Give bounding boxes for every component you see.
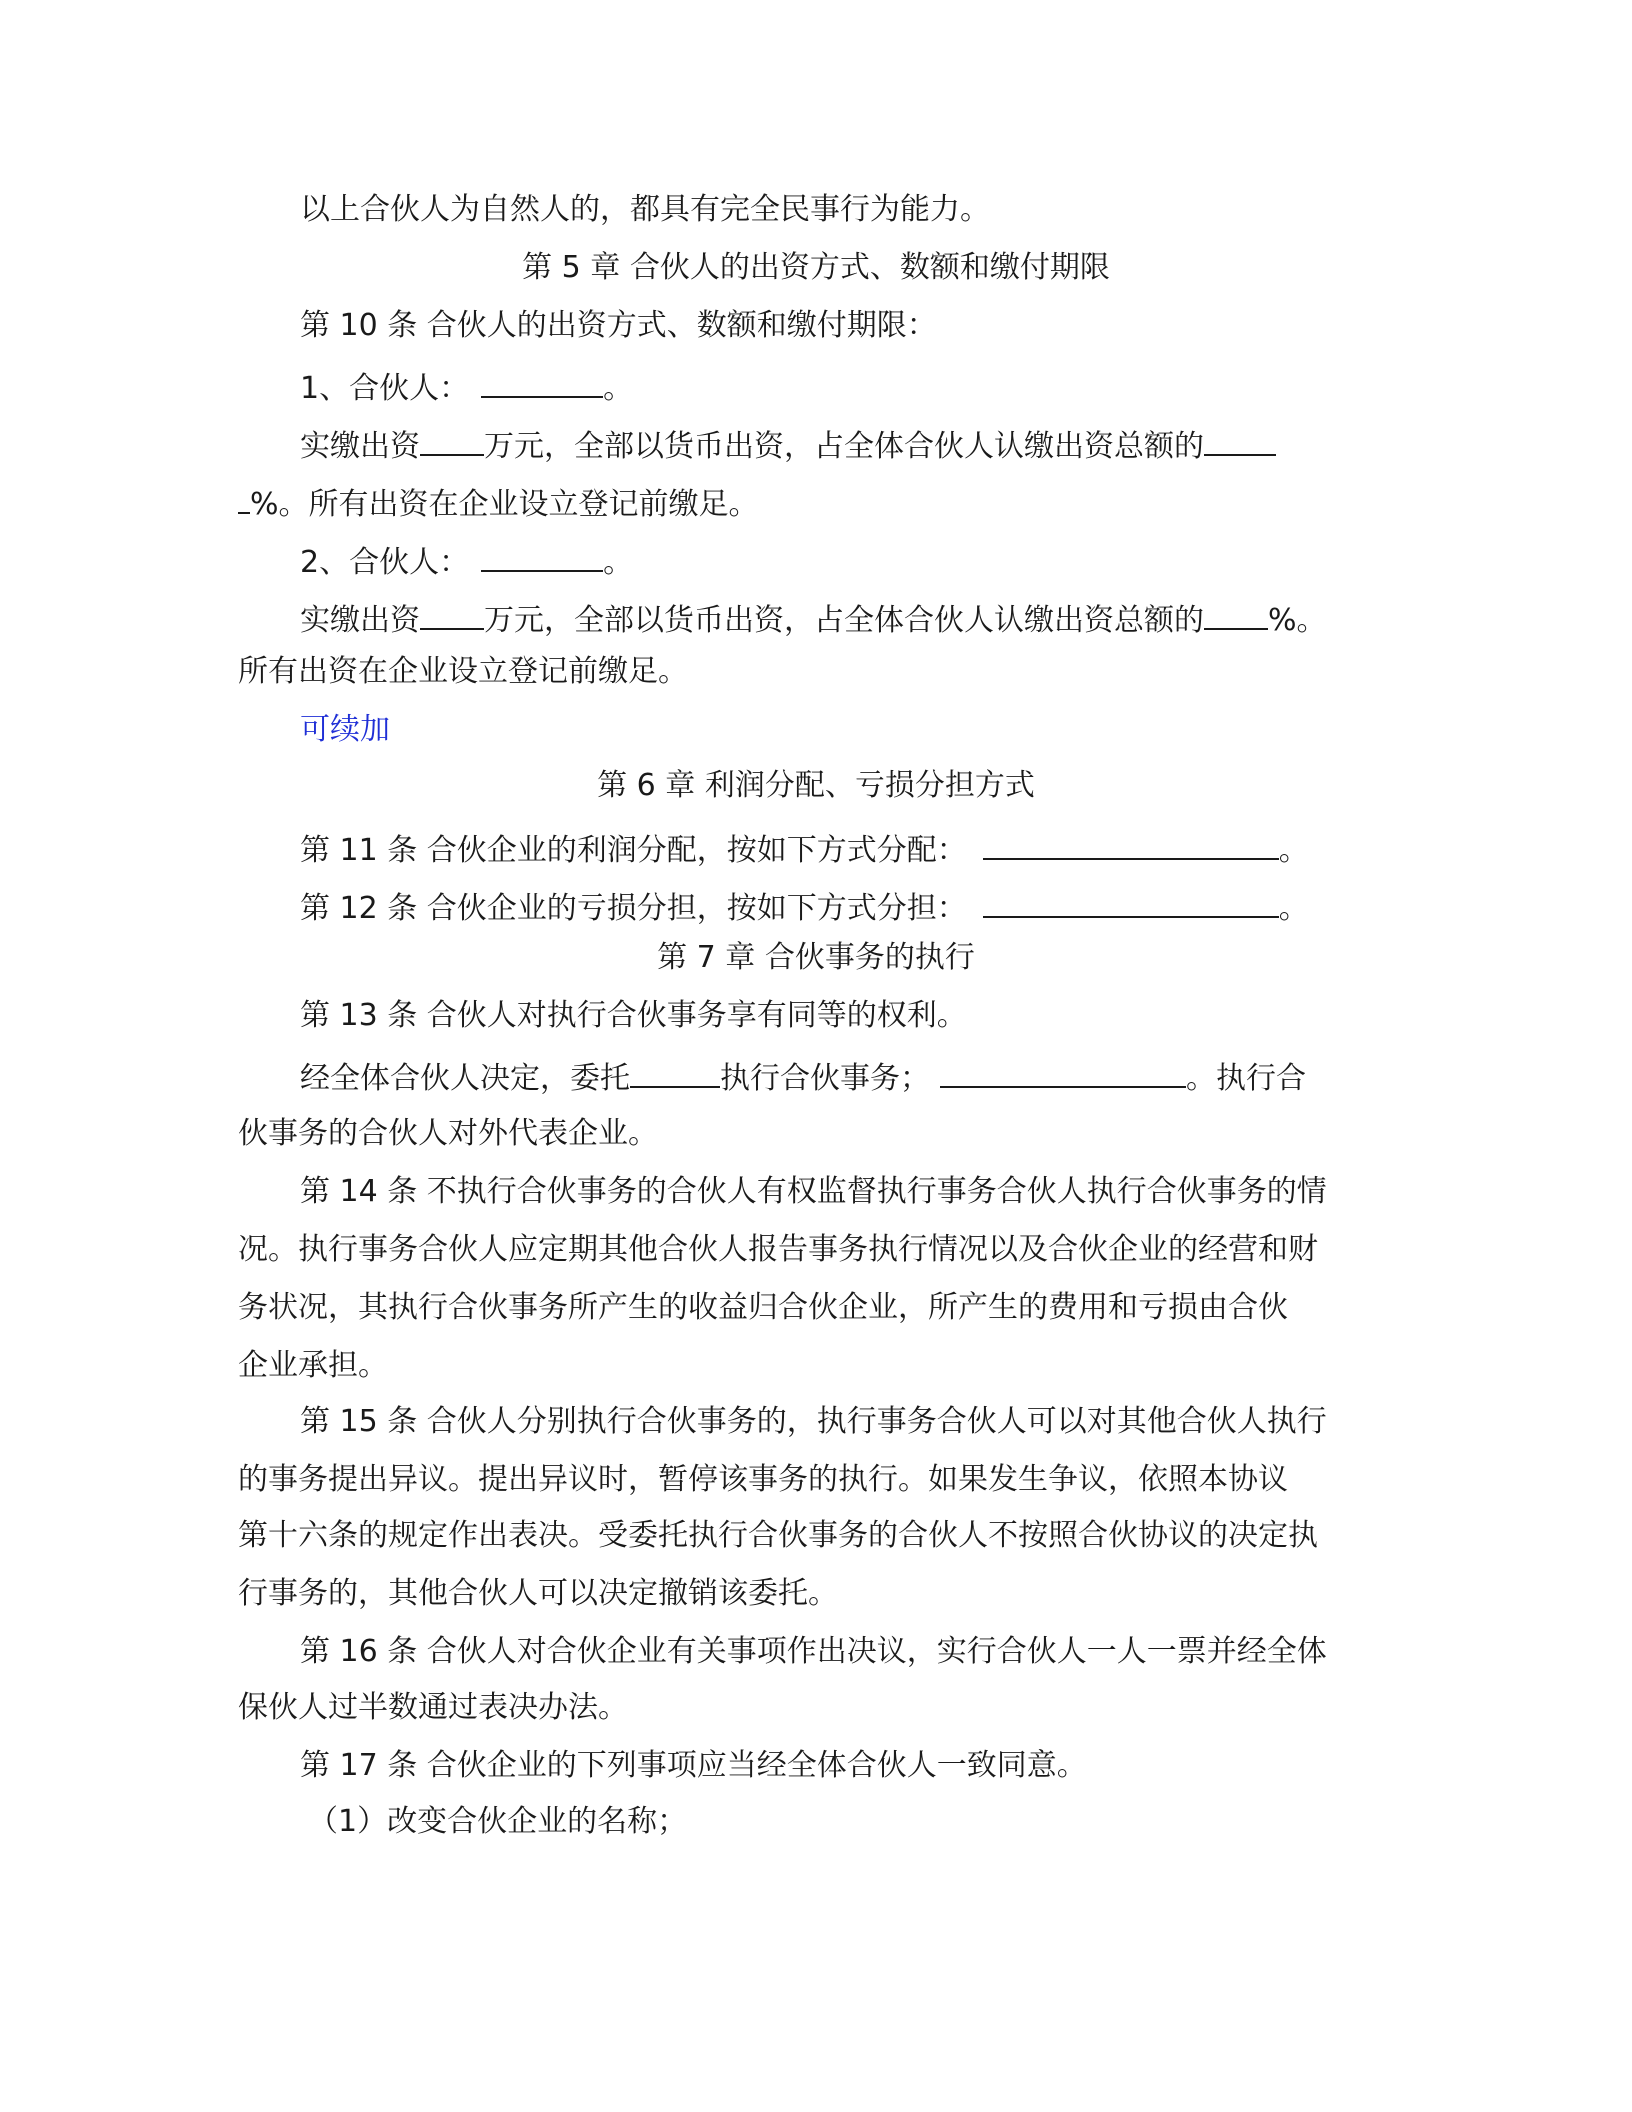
partner-1-blank — [481, 366, 603, 398]
contribution-1-amount-blank — [420, 424, 484, 456]
article-14-line-4: 企业承担。 — [238, 1348, 388, 1383]
contribution-2-line — [300, 598, 1327, 641]
article-11-text: 第 11 条 合伙企业的利润分配，按如下方式分配： — [300, 833, 967, 868]
chapter-7-heading: 第 7 章 合伙事务的执行 — [657, 940, 975, 975]
execution-note-blank — [940, 1056, 1186, 1088]
article-11-end: 。 — [1278, 833, 1309, 868]
paragraph: 以上合伙人为自然人的，都具有完全民事行为能力。 — [300, 192, 990, 227]
article-12-text: 第 12 条 合伙企业的亏损分担，按如下方式分担： — [300, 891, 967, 926]
profit-method-blank — [983, 828, 1279, 860]
chapter-6-heading: 第 6 章 利润分配、亏损分担方式 — [597, 768, 1035, 803]
contribution-1-text-b: 万元，全部以货币出资，占全体合伙人认缴出资总额的 — [484, 429, 1204, 464]
article-15-line-1: 第 15 条 合伙人分别执行合伙事务的，执行事务合伙人可以对其他合伙人执行 — [300, 1404, 1327, 1439]
contribution-2-amount-blank — [420, 598, 484, 630]
article-13-para — [300, 1056, 1306, 1099]
article-17: 第 17 条 合伙企业的下列事项应当经全体合伙人一致同意。 — [300, 1748, 1087, 1783]
article-15-line-4: 行事务的，其他合伙人可以决定撤销该委托。 — [238, 1576, 838, 1611]
continue-note: 可续加 — [300, 712, 390, 747]
partner-2-end: 。 — [603, 545, 634, 580]
executor-blank — [630, 1056, 720, 1088]
article-13-para-b: 执行合伙事务； — [720, 1061, 930, 1096]
contribution-2-cont: 所有出资在企业设立登记前缴足。 — [238, 654, 688, 689]
contribution-1-cont — [238, 482, 759, 525]
article-13-para-a: 经全体合伙人决定，委托 — [300, 1061, 630, 1096]
partner-2-label: 2、合伙人： — [300, 545, 470, 580]
article-13-cont: 伙事务的合伙人对外代表企业。 — [238, 1116, 658, 1151]
article-17-item-1: （1）改变合伙企业的名称； — [308, 1804, 688, 1839]
article-15-line-3: 第十六条的规定作出表决。受委托执行合伙事务的合伙人不按照合伙协议的决定执 — [238, 1518, 1318, 1553]
contribution-2-text-c: %。 — [1268, 603, 1327, 638]
contribution-2-percent-blank — [1204, 598, 1268, 630]
article-12-end: 。 — [1278, 891, 1309, 926]
contribution-1-text-a: 实缴出资 — [300, 429, 420, 464]
loss-method-blank — [983, 886, 1279, 918]
article-12 — [300, 886, 1309, 929]
contribution-2-text-b: 万元，全部以货币出资，占全体合伙人认缴出资总额的 — [484, 603, 1204, 638]
article-14-line-2: 况。执行事务合伙人应定期其他合伙人报告事务执行情况以及合伙企业的经营和财 — [238, 1232, 1318, 1267]
partner-1-end: 。 — [603, 371, 634, 406]
partner-2-blank — [481, 540, 603, 572]
contribution-1-percent-blank — [1204, 424, 1276, 456]
article-14-line-1: 第 14 条 不执行合伙事务的合伙人有权监督执行事务合伙人执行合伙事务的情 — [300, 1174, 1327, 1209]
contribution-1-line — [300, 424, 1276, 467]
article-14-line-3: 务状况，其执行合伙事务所产生的收益归合伙企业，所产生的费用和亏损由合伙 — [238, 1290, 1288, 1325]
partner-1-label: 1、合伙人： — [300, 371, 470, 406]
article-16-line-2: 保伙人过半数通过表决办法。 — [238, 1690, 628, 1725]
article-15-line-2: 的事务提出异议。提出异议时，暂停该事务的执行。如果发生争议，依照本协议 — [238, 1462, 1288, 1497]
partner-2-line — [300, 540, 633, 583]
contribution-1-percent-blank-cont — [238, 482, 250, 514]
contribution-2-text-a: 实缴出资 — [300, 603, 420, 638]
article-13: 第 13 条 合伙人对执行合伙事务享有同等的权利。 — [300, 998, 967, 1033]
article-13-para-c: 。执行合 — [1186, 1061, 1306, 1096]
partner-1-line — [300, 366, 633, 409]
article-10: 第 10 条 合伙人的出资方式、数额和缴付期限： — [300, 308, 937, 343]
article-11 — [300, 828, 1309, 871]
article-16-line-1: 第 16 条 合伙人对合伙企业有关事项作出决议，实行合伙人一人一票并经全体 — [300, 1634, 1327, 1669]
chapter-5-heading: 第 5 章 合伙人的出资方式、数额和缴付期限 — [522, 250, 1110, 285]
contribution-1-text-c: %。所有出资在企业设立登记前缴足。 — [250, 487, 759, 522]
